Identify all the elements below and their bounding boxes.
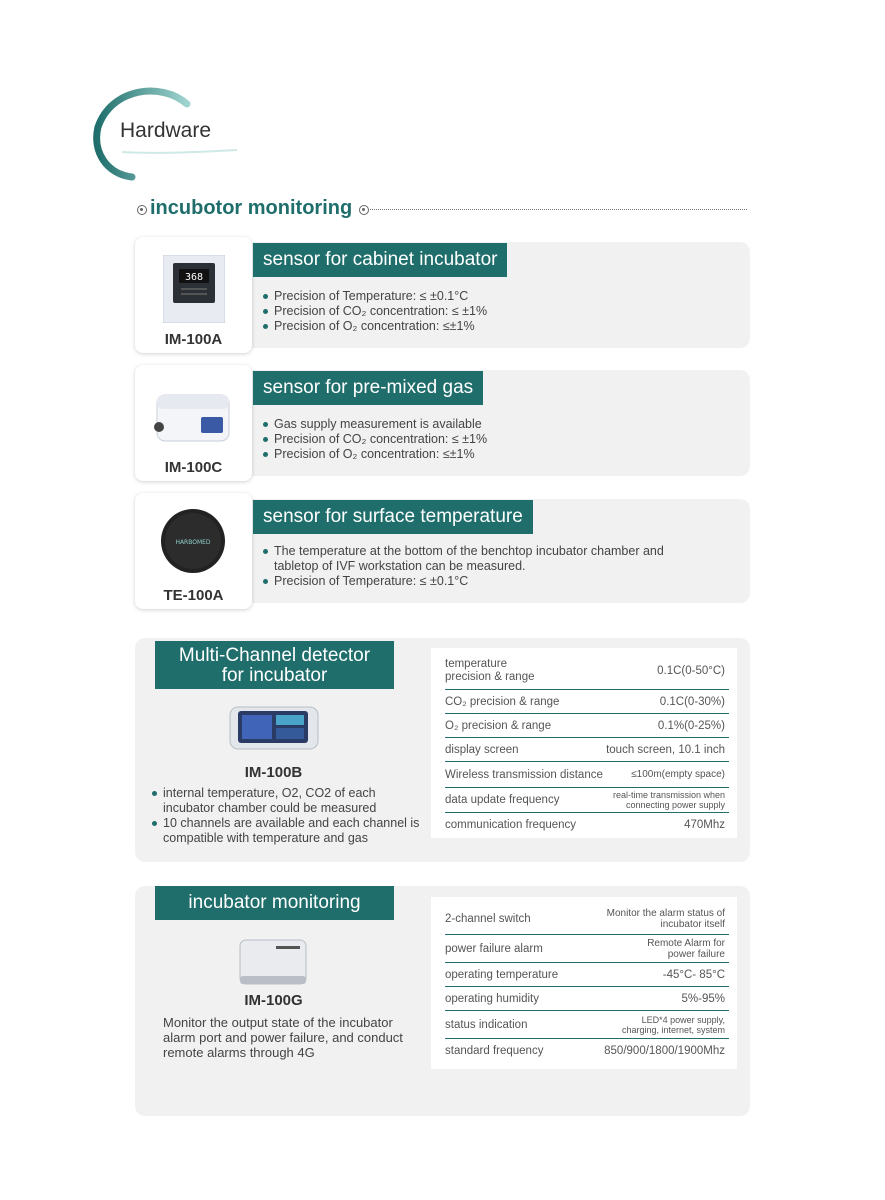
spec-row bbox=[445, 987, 729, 1011]
spec-value: Monitor the alarm status of incubator itself bbox=[606, 907, 725, 930]
title-line: Multi-Channel detector bbox=[178, 645, 371, 666]
spec-key: temperature precision & range bbox=[445, 657, 535, 683]
bullet-item: Precision of Temperature: ≤ ±0.1°C bbox=[261, 289, 487, 304]
bullet-item: Gas supply measurement is available bbox=[261, 417, 487, 432]
spec-value: 470Mhz bbox=[684, 819, 725, 831]
sensor-bullets bbox=[261, 289, 487, 334]
spec-key: power failure alarm bbox=[445, 942, 543, 955]
surface-temperature-sensor-icon bbox=[160, 508, 226, 574]
spec-row bbox=[445, 813, 729, 837]
spec-row bbox=[445, 762, 729, 788]
spec-row bbox=[445, 714, 729, 738]
spec-row bbox=[445, 690, 729, 714]
sensor-title: sensor for pre-mixed gas bbox=[253, 371, 483, 405]
spec-key: O₂ precision & range bbox=[445, 719, 552, 732]
spec-row bbox=[445, 652, 729, 690]
spec-value: ≤100m(empty space) bbox=[631, 769, 725, 780]
model-label: IM-100B bbox=[244, 764, 303, 781]
monitor-spec-table bbox=[431, 897, 737, 1069]
spec-value: -45°C- 85°C bbox=[662, 968, 725, 981]
bullet-item: Precision of Temperature: ≤ ±0.1°C bbox=[261, 574, 701, 589]
sensor-bullets bbox=[261, 544, 701, 589]
multi-channel-detector-icon bbox=[228, 703, 320, 753]
cabinet-sensor-icon bbox=[163, 255, 225, 323]
spec-key: Wireless transmission distance bbox=[445, 768, 603, 781]
bullet-item: Precision of O₂ concentration: ≤±1% bbox=[261, 447, 487, 462]
model-label: TE-100A bbox=[163, 587, 224, 604]
model-label: IM-100G bbox=[244, 992, 303, 1009]
spec-key: data update frequency bbox=[445, 794, 560, 806]
spec-row bbox=[445, 963, 729, 987]
incubator-monitoring-title: incubator monitoring bbox=[155, 886, 394, 920]
incubator-monitor-device-icon bbox=[238, 936, 308, 988]
bullet-item: Precision of O₂ concentration: ≤±1% bbox=[261, 319, 487, 334]
svg-text:HARBOMED: HARBOMED bbox=[175, 539, 211, 546]
hardware-logo-text: Hardware bbox=[120, 119, 212, 142]
spec-row bbox=[445, 1039, 729, 1063]
spec-value: real-time transmission when connecting power supply bbox=[612, 790, 725, 810]
spec-key: display screen bbox=[445, 743, 519, 756]
spec-key: operating humidity bbox=[445, 992, 539, 1005]
spec-key: 2-channel switch bbox=[445, 912, 531, 925]
bullet-item: Precision of CO₂ concentration: ≤ ±1% bbox=[261, 304, 487, 319]
spec-value: 5%-95% bbox=[681, 992, 725, 1005]
section-title: incubotor monitoring bbox=[150, 197, 353, 219]
premixed-gas-sensor-icon bbox=[151, 387, 235, 445]
model-label: IM-100A bbox=[164, 331, 223, 348]
spec-row bbox=[445, 935, 729, 963]
spec-row bbox=[445, 903, 729, 935]
model-label: IM-100C bbox=[164, 459, 223, 476]
sensor-thumb-im100c bbox=[135, 365, 252, 481]
bullet-item: internal temperature, O2, CO2 of each incubator chamber could be measured bbox=[150, 786, 430, 816]
multi-channel-title bbox=[155, 641, 394, 689]
bullet-item: 10 channels are available and each channel is compatible with temperature and gas bbox=[150, 816, 430, 846]
multi-spec-table bbox=[431, 648, 737, 838]
sensor-thumb-te100a bbox=[135, 493, 252, 609]
bullet-item: The temperature at the bottom of the benchtop incubator chamber and tabletop of IVF workstation can be measured. bbox=[261, 544, 701, 574]
spec-value: touch screen, 10.1 inch bbox=[606, 743, 725, 756]
title-line: for incubator bbox=[221, 665, 328, 686]
spec-value: 0.1C(0-50°C) bbox=[657, 664, 725, 677]
section-dot-icon bbox=[359, 205, 369, 215]
spec-key: CO₂ precision & range bbox=[445, 695, 560, 708]
spec-key: operating temperature bbox=[445, 968, 559, 981]
spec-value: LED*4 power supply, charging, internet, system bbox=[621, 1014, 725, 1035]
sensor-title: sensor for surface temperature bbox=[253, 500, 533, 534]
spec-value: 0.1C(0-30%) bbox=[659, 695, 725, 708]
sensor-bullets bbox=[261, 417, 487, 462]
sensor-thumb-im100a bbox=[135, 237, 252, 353]
multi-bullets bbox=[150, 786, 430, 846]
spec-value: 850/900/1800/1900Mhz bbox=[604, 1045, 725, 1057]
bullet-item: Precision of CO₂ concentration: ≤ ±1% bbox=[261, 432, 487, 447]
spec-key: communication frequency bbox=[445, 819, 577, 831]
spec-value: Remote Alarm for power failure bbox=[647, 937, 725, 960]
svg-text:368: 368 bbox=[184, 272, 204, 283]
spec-value: 0.1%(0-25%) bbox=[657, 719, 725, 732]
spec-key: status indication bbox=[445, 1018, 528, 1031]
section-dot-icon bbox=[137, 205, 147, 215]
spec-row bbox=[445, 788, 729, 813]
spec-key: standard frequency bbox=[445, 1045, 544, 1057]
spec-row bbox=[445, 1011, 729, 1039]
section-dotted-line bbox=[370, 209, 747, 210]
monitor-description: Monitor the output state of the incubator alarm port and power failure, and conduct remote alarms through 4G bbox=[163, 1015, 403, 1060]
sensor-title: sensor for cabinet incubator bbox=[253, 243, 507, 277]
spec-row bbox=[445, 738, 729, 762]
